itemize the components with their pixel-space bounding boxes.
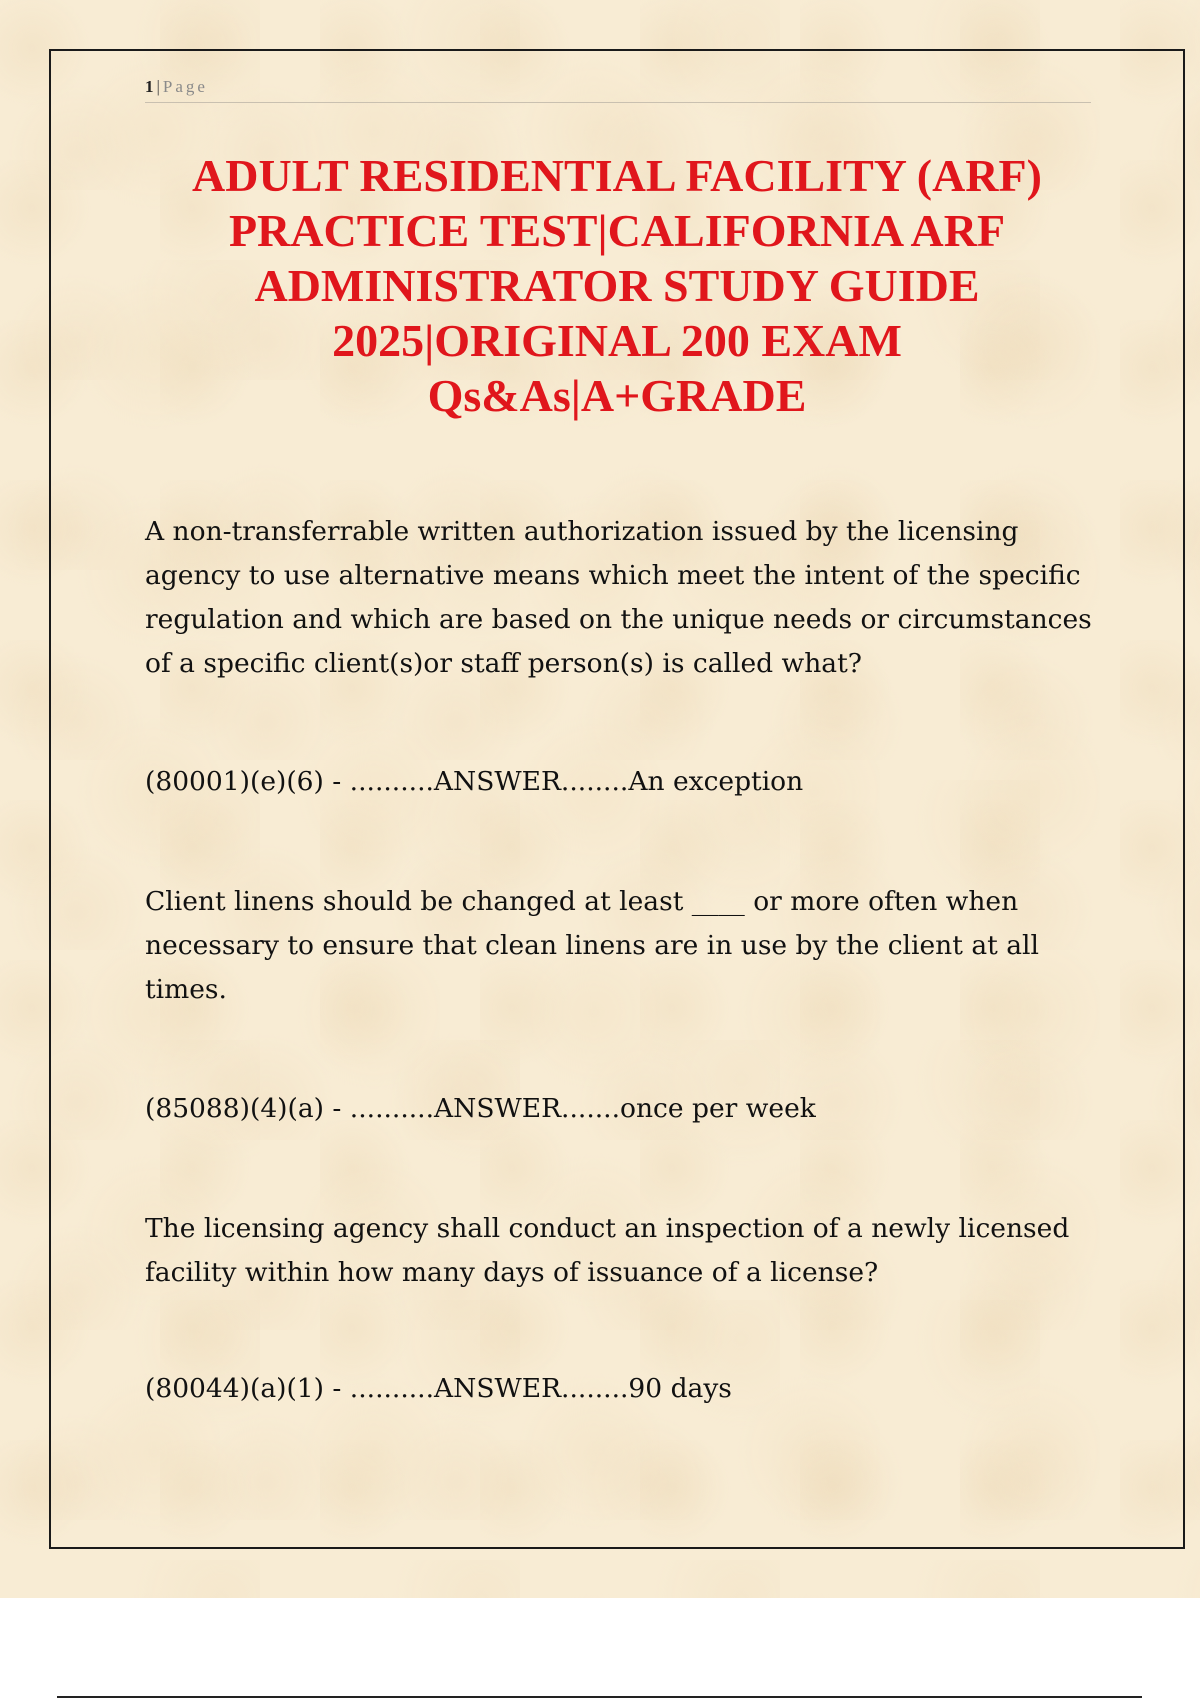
question-2: Client linens should be changed at least ____ or more often when necessary to ensure that clean linens are in use by the client at all times. [145,886,1039,1005]
title-line-4: 2025|ORIGINAL 200 EXAM [332,315,902,366]
question-1: A non-transferrable written authorization issued by the licensing agency to use alternative means which meet the intent of the specific regulation and which are based on the unique needs or circumstances of a specific client(s)or staff person(s) is called what? [145,516,1092,679]
page-header [145,72,1091,103]
page-label: Page [162,77,208,96]
answer-1: (80001)(e)(6) - ..........ANSWER........An exception [145,766,804,797]
title-line-1: ADULT RESIDENTIAL FACILITY (ARF) [192,150,1042,201]
answer-2: (85088)(4)(a) - ..........ANSWER.......once per week [145,1093,816,1124]
page-header-separator: | [156,77,160,96]
document-title [100,148,1134,423]
title-line-3: ADMINISTRATOR STUDY GUIDE [254,260,980,311]
footer-divider [57,1696,1142,1698]
page-number: 1 [145,77,154,96]
question-3: The licensing agency shall conduct an inspection of a newly licensed facility within how many days of issuance of a license? [145,1213,1070,1288]
answer-3: (80044)(a)(1) - ..........ANSWER........90 days [145,1373,732,1404]
title-line-5: Qs&As|A+GRADE [427,370,807,421]
title-line-2: PRACTICE TEST|CALIFORNIA ARF [228,205,1006,256]
